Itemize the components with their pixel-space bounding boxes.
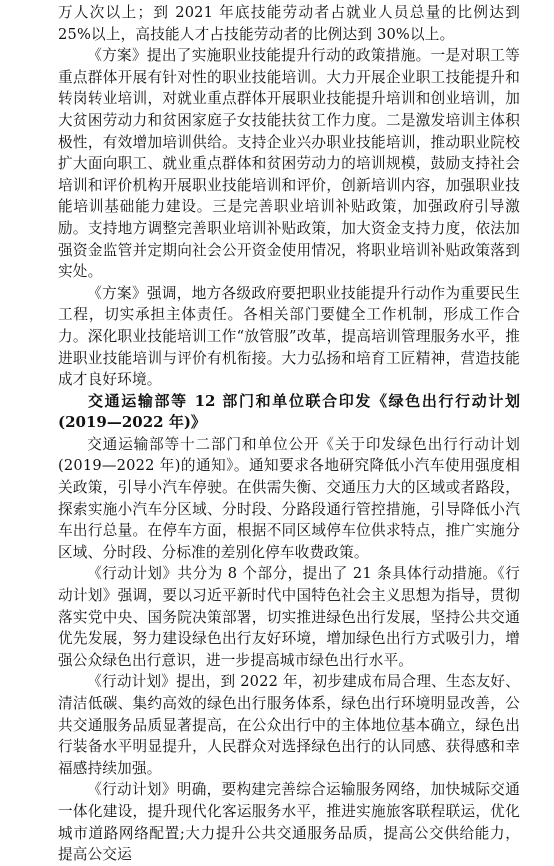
paragraph-plan-emphasis: 《方案》强调，地方各级政府要把职业技能提升行动作为重要民生工程，切实承担主体责任。各相关部门要健全工作机制，形成工作合力。深化职业技能培训工作“放管服”改革，提高培训管理服务水平，推进职业技能培训与评价有机衔接。大力弘扬和培育工匠精神，营造技能成才良好环境。 [58,284,520,389]
paragraph-2022-goals: 《行动计划》提出，到 2022 年，初步建成布局合理、生态友好、清洁低碳、集约高效的绿色出行服务体系，绿色出行环境明显改善，公共交通服务品质显著提高，在公众出行中的主体地位基本确立，绿色出行装备水平明显提升，人民群众对选择绿色出行的认同感、获得感和幸福感持续加强。 [58,673,520,777]
paragraph-action-count: 《行动计划》共分为 8 个部分，提出了 21 条具体行动措施。《行动计划》强调，要以习近平新时代中国特色社会主义思想为指导，贯彻落实党中央、国务院决策部署，切实推进绿色出行发展，坚持公共交通优先发展，努力建设绿色出行友好环境，增加绿色出行方式吸引力，增强公众绿色出行意识，进一步提高城市绿色出行水平。 [58,565,520,669]
section-heading: 交通运输部等 12 部门和单位联合印发《绿色出行行动计划(2019—2022 年)》 [58,391,520,432]
paragraph-service-network: 《行动计划》明确，要构建完善综合运输服务网络，加快城际交通一体化建设，提升现代化客运服务水平，推进实施旅客联程联运，优化城市道路网络配置;大力提升公共交通服务品质，提高公交供给能力，提高公交运 [58,781,520,864]
paragraph-continuation: 万人次以上；到 2021 年底技能劳动者占就业人员总量的比例达到 25%以上，高技能人才占技能劳动者的比例达到 30%以上。 [58,4,520,43]
paragraph-notice: 交通运输部等十二部门和单位公开《关于印发绿色出行行动计划(2019—2022 年)的通知》。通知要求各地研究降低小汽车使用强度相关政策，引导小汽车停驶。在供需失衡、交通压力大的区域或者路段，探索实施小汽车分区域、分时段、分路段通行管控措施，引导降低小汽车出行总量。在停车方面，根据不同区域停车位供求特点，推广实施分区域、分时段、分标准的差别化停车收费政策。 [58,435,520,561]
paragraph-policy-measures: 《方案》提出了实施职业技能提升行动的政策措施。一是对职工等重点群体开展有针对性的职业技能培训。大力开展企业职工技能提升和转岗转业培训，对就业重点群体开展职业技能提升培训和创业培训，加大贫困劳动力和贫困家庭子女技能扶贫工作力度。二是激发培训主体积极性，有效增加培训供给。支持企业兴办职业技能培训，推动职业院校扩大面向职工、就业重点群体和贫困劳动力的培训规模，鼓励支持社会培训和评价机构开展职业技能培训和评价，创新培训内容，加强职业技能培训基础能力建设。三是完善职业培训补贴政策，加强政府引导激励。支持地方调整完善职业培训补贴政策，加大资金支持力度，依法加强资金监管并定期向社会公开资金使用情况，将职业培训补贴政策落到实处。 [58,47,520,281]
